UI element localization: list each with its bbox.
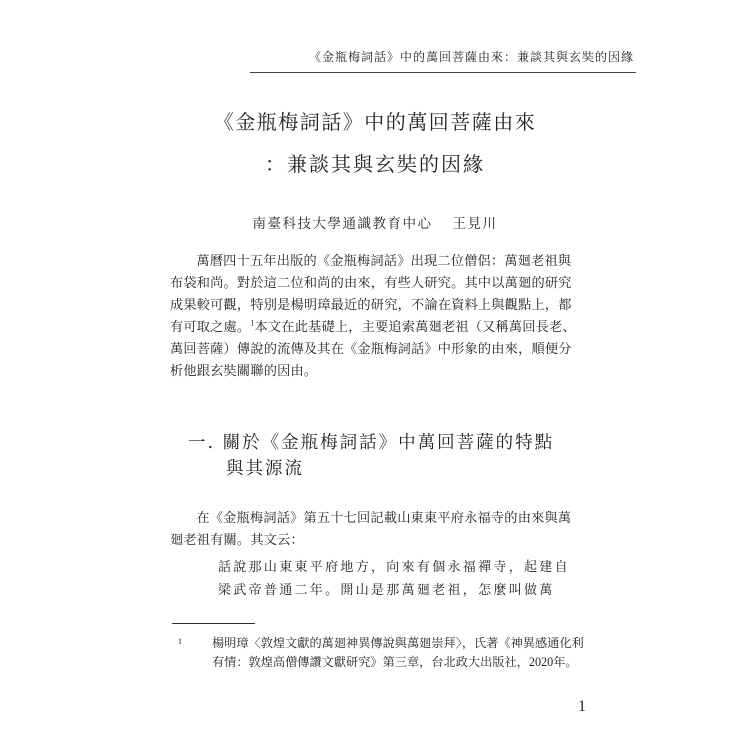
quote-line-1: 話說那山東東平府地方，向來有個永福禪寺，起建自: [218, 560, 570, 575]
page-number: 1: [578, 698, 586, 715]
footnote-number: 1: [178, 637, 182, 646]
body-paragraph-2: 在《金瓶梅詞話》第五十七回記載山東東平府永福寺的由來與萬廻老祖有關。其文云：: [170, 510, 572, 547]
running-header: 《金瓶梅詞話》中的萬回菩薩由來：兼談其與玄奘的因緣: [308, 50, 634, 64]
footnote-text: 楊明璋〈敦煌文獻的萬廻神異傳說與萬廻崇拜〉，氏著《神異感通化利有情：敦煌高僧傳讚文獻研究》第三章，台北政大出版社，2020年。: [212, 636, 584, 669]
author-line: [170, 212, 580, 232]
paragraph-1-text-a: 萬曆四十五年出版的《金瓶梅詞話》出現二位僧侶：萬廻老祖與布袋和尚。對於這二位和尚的由來，有些人研究。其中以萬廻的研究成果較可觀，特別是楊明璋最近的研究，不論在資料上與觀點上，都有可取之處。: [170, 253, 572, 334]
quote-line-2: 梁武帝普通二年。開山是那萬廻老祖，怎麼叫做萬: [218, 583, 555, 598]
section-title-line-2: 與其源流: [226, 459, 304, 479]
block-quote: [218, 556, 578, 602]
article-title-line-1: 《金瓶梅詞話》中的萬回菩薩由來: [213, 112, 537, 134]
paragraph-1-text-b: 本文在此基礎上，主要追索萬廻老祖（又稱萬回長老、萬回菩薩）傳說的流傳及其在《金瓶梅詞話》中形象的由來，順便分析他跟玄奘關聯的因由。: [170, 319, 576, 378]
article-title-line-2: ：兼談其與玄奘的因緣: [265, 154, 485, 176]
section-number: 一.: [188, 433, 216, 453]
section-title-line-1: 關於《金瓶梅詞話》中萬回菩薩的特點: [222, 433, 555, 453]
header-rule: [250, 72, 636, 73]
author-affiliation: 南臺科技大學通識教育中心: [252, 216, 433, 232]
section-heading: [188, 430, 588, 482]
author-name: 王見川: [452, 216, 498, 232]
footnote: [178, 634, 588, 672]
body-paragraph-1: [170, 250, 580, 382]
footnote-separator: [172, 623, 255, 624]
footnote-reference[interactable]: 1: [250, 318, 255, 328]
